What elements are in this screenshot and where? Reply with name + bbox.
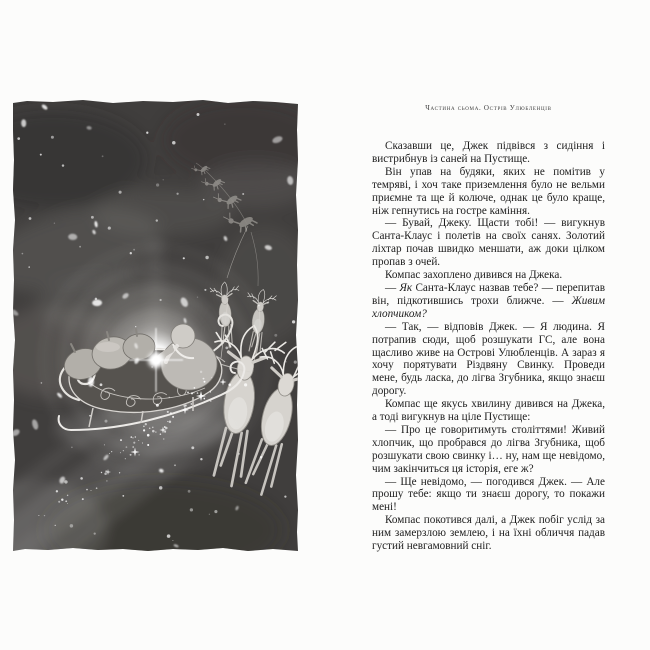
paragraph: — Так, — відповів Джек. — Я людина. Я потрапив сюди, щоб розшукати ГС, але вона щасливо живе на Острові Улюбленців. А зараз я хочу порятувати Різдвяну Свинку. Проведи мене, будь ласка, до лігва Згубника, якщо знаєш дорогу. [372,320,605,398]
paragraph: Сказавши це, Джек підвівся з сидіння і вистрибнув із саней на Пустище. [372,140,605,165]
paragraph: — Ще невідомо, — погодився Джек. — Але прошу тебе: якщо ти знаєш дорогу, то покажи мені! [372,475,605,514]
sleigh-illustration [13,100,298,551]
body-text [372,140,605,553]
paragraph: Компас ще якусь хвилину дивився на Джека, а тоді вигукнув на ціле Пустище: [372,398,605,424]
paragraph: — Як Санта-Клаус назвав тебе? — перепитав він, підкотившись трохи ближче. — Живим хлопчиком? [372,281,605,320]
paragraph: — Бувай, Джеку. Щасти тобі! — вигукнув Санта-Клаус і полетів на своїх санях. Золотий ліхтар почав швидко меншати, аж доки цілком пропав з очей. [372,217,605,269]
paragraph: Компас захоплено дивився на Джека. [385,269,563,282]
running-head: Частина сьома. Острів Улюбленців [425,104,552,112]
paragraph: — Про це говоритимуть століттями! Живий хлопчик, що пробрався до лігва Згубника, щоб розшукати свою свинку і… ну, нам ще невідомо, чим закінчиться ця історія, еге ж? [372,423,605,475]
paragraph: Компас покотився далі, а Джек побіг услід за ним замерзлою землею, і на їхні обличчя падав густий невгамовний сніг. [372,514,605,553]
paragraph: Він упав на будяки, яких не помітив у темряві, і хоч таке приземлення було не вельми приємне та ще й колюче, однак це було краще, ніж гепнутись на гостре каміння. [372,165,605,217]
